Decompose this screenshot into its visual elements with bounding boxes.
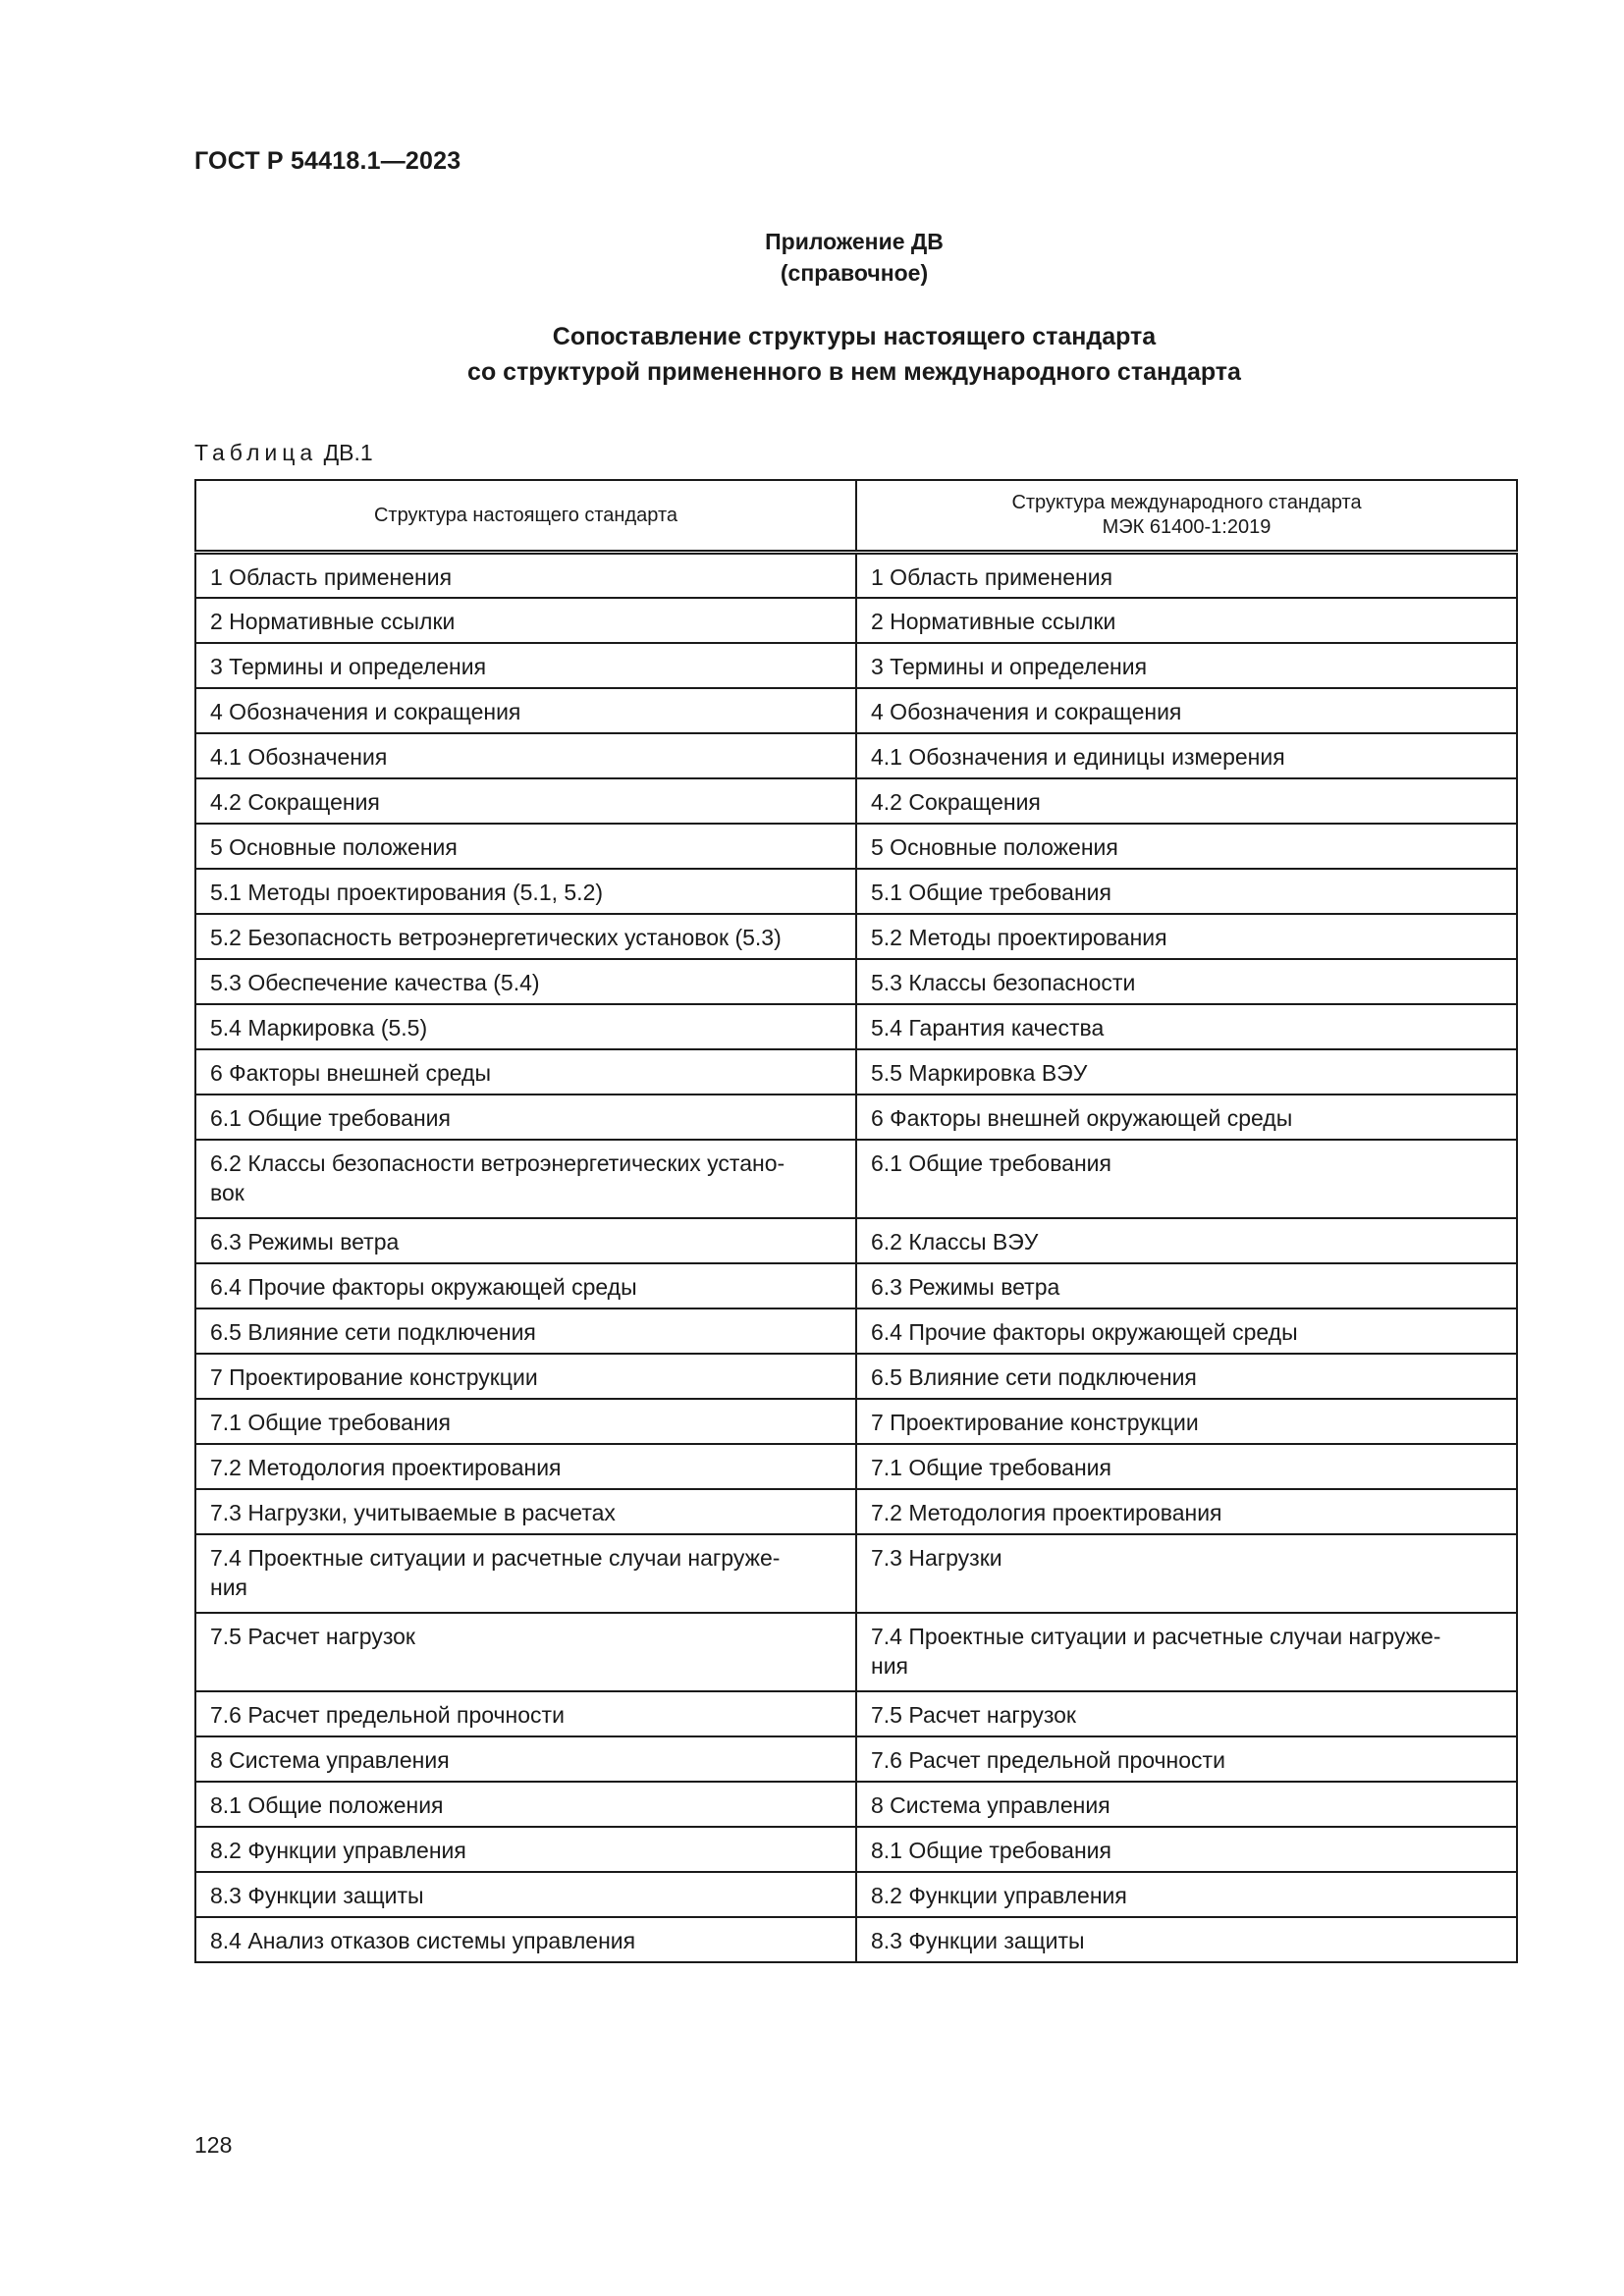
- table-row: [195, 1140, 1517, 1218]
- table-row: [195, 1444, 1517, 1489]
- cell-line: ния: [871, 1652, 909, 1679]
- table-caption-word: Таблица: [194, 440, 318, 465]
- current-structure-cell: 6.5 Влияние сети подключения: [195, 1308, 856, 1354]
- current-structure-cell: 5.2 Безопасность ветроэнергетических установок (5.3): [195, 914, 856, 959]
- appendix-type: (справочное): [780, 260, 929, 286]
- international-structure-cell: 5.5 Маркировка ВЭУ: [856, 1049, 1517, 1095]
- international-structure-cell: 4 Обозначения и сокращения: [856, 688, 1517, 733]
- international-structure-cell: 6.5 Влияние сети подключения: [856, 1354, 1517, 1399]
- current-structure-cell: 7.5 Расчет нагрузок: [195, 1613, 856, 1691]
- current-structure-cell: 8 Система управления: [195, 1736, 856, 1782]
- international-structure-cell: 7.2 Методология проектирования: [856, 1489, 1517, 1534]
- international-structure-cell: 4.1 Обозначения и единицы измерения: [856, 733, 1517, 778]
- international-structure-cell: 7.5 Расчет нагрузок: [856, 1691, 1517, 1736]
- international-structure-cell: 5.2 Методы проектирования: [856, 914, 1517, 959]
- current-structure-cell: 5 Основные положения: [195, 824, 856, 869]
- table-row: [195, 1095, 1517, 1140]
- international-structure-cell: 7.3 Нагрузки: [856, 1534, 1517, 1613]
- table-row: [195, 1534, 1517, 1613]
- international-structure-cell: 7.6 Расчет предельной прочности: [856, 1736, 1517, 1782]
- current-structure-cell: 6.3 Режимы ветра: [195, 1218, 856, 1263]
- international-structure-cell: 7.1 Общие требования: [856, 1444, 1517, 1489]
- international-structure-cell: 6.2 Классы ВЭУ: [856, 1218, 1517, 1263]
- current-structure-cell: 6.4 Прочие факторы окружающей среды: [195, 1263, 856, 1308]
- table-header-row: [195, 480, 1517, 553]
- table-row: [195, 598, 1517, 643]
- international-structure-cell: 5.3 Классы безопасности: [856, 959, 1517, 1004]
- current-structure-cell: 5.3 Обеспечение качества (5.4): [195, 959, 856, 1004]
- table-row: [195, 1354, 1517, 1399]
- table-row: [195, 1308, 1517, 1354]
- current-structure-cell: 2 Нормативные ссылки: [195, 598, 856, 643]
- international-structure-cell: 6.4 Прочие факторы окружающей среды: [856, 1308, 1517, 1354]
- international-structure-cell: 7 Проектирование конструкции: [856, 1399, 1517, 1444]
- header-current-standard: Структура настоящего стандарта: [195, 480, 856, 553]
- table-row: [195, 1263, 1517, 1308]
- table-row: [195, 643, 1517, 688]
- international-structure-cell: 1 Область применения: [856, 553, 1517, 598]
- current-structure-cell: 8.1 Общие положения: [195, 1782, 856, 1827]
- table-row: [195, 1917, 1517, 1962]
- table-row: [195, 1782, 1517, 1827]
- document-code: ГОСТ Р 54418.1—2023: [194, 147, 461, 175]
- current-structure-cell: 5.1 Методы проектирования (5.1, 5.2): [195, 869, 856, 914]
- table-caption-number: ДВ.1: [323, 440, 373, 465]
- current-structure-cell: 4.2 Сокращения: [195, 778, 856, 824]
- current-structure-cell: 4 Обозначения и сокращения: [195, 688, 856, 733]
- table-row: [195, 1736, 1517, 1782]
- comparison-table: [194, 479, 1518, 1963]
- table-row: [195, 824, 1517, 869]
- table-row: [195, 914, 1517, 959]
- international-structure-cell: 8.1 Общие требования: [856, 1827, 1517, 1872]
- international-structure-cell: 5.1 Общие требования: [856, 869, 1517, 914]
- current-structure-cell: 8.3 Функции защиты: [195, 1872, 856, 1917]
- current-structure-cell: 6 Факторы внешней среды: [195, 1049, 856, 1095]
- international-structure-cell: 3 Термины и определения: [856, 643, 1517, 688]
- current-structure-cell: 4.1 Обозначения: [195, 733, 856, 778]
- page-title-line-2: со структурой примененного в нем международного стандарта: [467, 358, 1241, 386]
- current-structure-cell: 6.1 Общие требования: [195, 1095, 856, 1140]
- table-row: [195, 553, 1517, 598]
- current-structure-cell: 3 Термины и определения: [195, 643, 856, 688]
- table-row: [195, 733, 1517, 778]
- current-structure-cell: [195, 1534, 856, 1613]
- header-international-standard: [856, 480, 1517, 553]
- international-structure-cell: 8 Система управления: [856, 1782, 1517, 1827]
- header-international-line-1: Структура международного стандарта: [1011, 492, 1362, 513]
- appendix-heading: [0, 226, 1624, 289]
- cell-line: вок: [210, 1179, 244, 1205]
- table-row: [195, 1049, 1517, 1095]
- current-structure-cell: 1 Область применения: [195, 553, 856, 598]
- international-structure-cell: 8.3 Функции защиты: [856, 1917, 1517, 1962]
- appendix-title: Приложение ДВ: [765, 229, 944, 254]
- international-structure-cell: 5.4 Гарантия качества: [856, 1004, 1517, 1049]
- current-structure-cell: 7 Проектирование конструкции: [195, 1354, 856, 1399]
- page-title-line-1: Сопоставление структуры настоящего стандарта: [552, 323, 1157, 350]
- page-title: [0, 319, 1624, 390]
- international-structure-cell: 6.3 Режимы ветра: [856, 1263, 1517, 1308]
- page-number: 128: [194, 2132, 233, 2158]
- international-structure-cell: 6 Факторы внешней окружающей среды: [856, 1095, 1517, 1140]
- current-structure-cell: 8.2 Функции управления: [195, 1827, 856, 1872]
- international-structure-cell: 8.2 Функции управления: [856, 1872, 1517, 1917]
- cell-line: 7.4 Проектные ситуации и расчетные случаи нагруже-: [210, 1544, 781, 1571]
- table-row: [195, 1218, 1517, 1263]
- table-row: [195, 1613, 1517, 1691]
- cell-line: ния: [210, 1574, 248, 1600]
- table-row: [195, 1872, 1517, 1917]
- current-structure-cell: 7.3 Нагрузки, учитываемые в расчетах: [195, 1489, 856, 1534]
- table-row: [195, 1827, 1517, 1872]
- cell-line: 7.4 Проектные ситуации и расчетные случаи нагруже-: [871, 1623, 1441, 1649]
- current-structure-cell: 8.4 Анализ отказов системы управления: [195, 1917, 856, 1962]
- international-structure-cell: 4.2 Сокращения: [856, 778, 1517, 824]
- table-row: [195, 1489, 1517, 1534]
- current-structure-cell: [195, 1140, 856, 1218]
- international-structure-cell: 6.1 Общие требования: [856, 1140, 1517, 1218]
- current-structure-cell: 7.2 Методология проектирования: [195, 1444, 856, 1489]
- table-row: [195, 688, 1517, 733]
- current-structure-cell: 7.1 Общие требования: [195, 1399, 856, 1444]
- cell-line: 6.2 Классы безопасности ветроэнергетических устано-: [210, 1149, 785, 1176]
- table-row: [195, 1691, 1517, 1736]
- current-structure-cell: 5.4 Маркировка (5.5): [195, 1004, 856, 1049]
- header-international-line-2: МЭК 61400-1:2019: [1102, 516, 1272, 538]
- table-row: [195, 778, 1517, 824]
- table-row: [195, 1004, 1517, 1049]
- table-row: [195, 1399, 1517, 1444]
- table-row: [195, 869, 1517, 914]
- table-caption: [194, 440, 373, 466]
- international-structure-cell: 5 Основные положения: [856, 824, 1517, 869]
- table-row: [195, 959, 1517, 1004]
- current-structure-cell: 7.6 Расчет предельной прочности: [195, 1691, 856, 1736]
- international-structure-cell: 2 Нормативные ссылки: [856, 598, 1517, 643]
- international-structure-cell: [856, 1613, 1517, 1691]
